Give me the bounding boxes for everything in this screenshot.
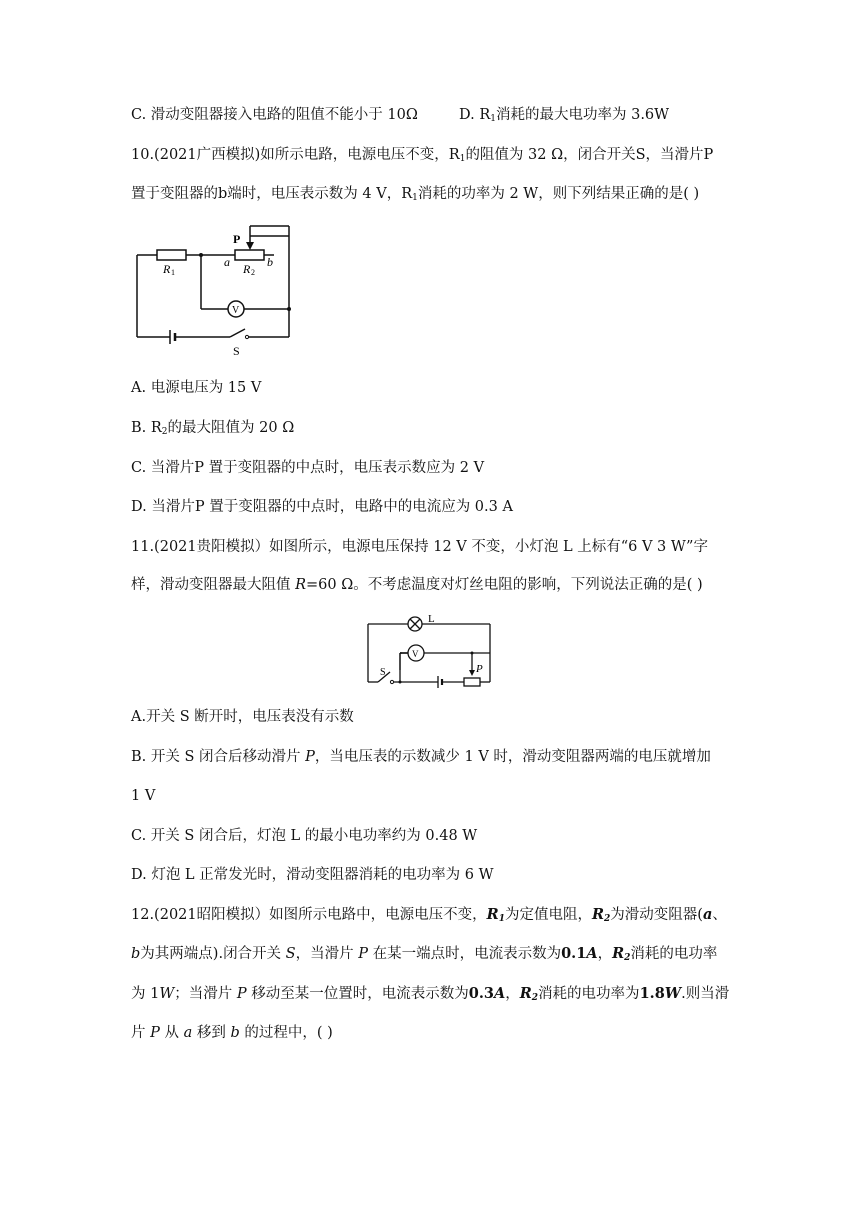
- q9-option-d: D. $R_1$消耗的最大电功率为 3.6W: [459, 107, 670, 124]
- q11-option-b-line1: B. 开关 S 闭合后移动滑片 P，当电压表的示数减少 1 V 时，滑动变阻器两端的电压就增加: [131, 749, 711, 765]
- q10-circuit-diagram: [130, 222, 300, 362]
- q10-label-r1-sub: 1: [171, 268, 175, 277]
- q11-label-l: L: [428, 613, 435, 625]
- q10-option-d: D. 当滑片P 置于变阻器的中点时，电路中的电流应为 0.3 A: [131, 499, 513, 515]
- q11-stem-line2: 样，滑动变阻器最大阻值 R=60 Ω。不考虑温度对灯丝电阻的影响，下列说法正确的是( ): [131, 577, 703, 593]
- q12-stem-line3: 为 1W；当滑片 P 移动至某一位置时，电流表示数为0.3A，$R_2$消耗的电功率为1.8W.则当滑: [131, 985, 730, 1003]
- q11-option-d: D. 灯泡 L 正常发光时，滑动变阻器消耗的电功率为 6 W: [131, 867, 494, 883]
- q12-stem-line4: 片 P 从 a 移到 b 的过程中，( ): [131, 1025, 333, 1041]
- q11-option-b-line2: 1 V: [131, 788, 156, 804]
- q10-label-v: V: [232, 305, 240, 316]
- q11-stem-line1: 11.(2021贵阳模拟）如图所示，电源电压保持 12 V 不变，小灯泡 L 上标有“6 V 3 W”字: [131, 539, 708, 555]
- q11-label-v: V: [412, 649, 419, 659]
- q10-label-r2-sub: 2: [251, 268, 255, 277]
- q12-stem-line1: 12.(2021昭阳模拟）如图所示电路中，电源电压不变，$R_1$为定值电阻，$R_2$为滑动变阻器(a、: [131, 906, 727, 924]
- q10-stem-line1: 10.(2021广西模拟)如所示电路，电源电压不变，$R_1$的阻值为 32 Ω，闭合开关S，当滑片P: [131, 147, 714, 164]
- q10-option-c: C. 当滑片P 置于变阻器的中点时，电压表示数应为 2 V: [131, 460, 485, 476]
- q10-label-a: a: [224, 255, 230, 269]
- q10-label-b: b: [267, 255, 273, 269]
- q11-label-p: P: [476, 663, 483, 675]
- q10-label-s: S: [233, 344, 240, 358]
- q10-stem-line2: 置于变阻器的b端时，电压表示数为 4 V，$R_1$消耗的功率为 2 W，则下列结果正确的是( ): [131, 186, 700, 203]
- q10-label-r1: R: [163, 262, 171, 276]
- q11-option-a: A.开关 S 断开时，电压表没有示数: [131, 709, 354, 725]
- q12-stem-line2: b为其两端点).闭合开关 S，当滑片 P 在某一端点时，电流表示数为0.1A，$R_2$消耗的电功率: [131, 945, 718, 963]
- q11-circuit-diagram: [366, 610, 496, 690]
- q10-option-b: B. $R_2$的最大阻值为 20 Ω: [131, 420, 295, 437]
- q10-label-r2: R: [243, 262, 251, 276]
- q11-label-s: S: [380, 667, 386, 678]
- q11-option-c: C. 开关 S 闭合后，灯泡 L 的最小电功率约为 0.48 W: [131, 828, 478, 844]
- q10-label-p: P: [233, 232, 241, 246]
- q10-option-a: A. 电源电压为 15 V: [131, 380, 262, 396]
- q9-option-c: C. 滑动变阻器接入电路的阻值不能小于 10Ω: [131, 107, 418, 123]
